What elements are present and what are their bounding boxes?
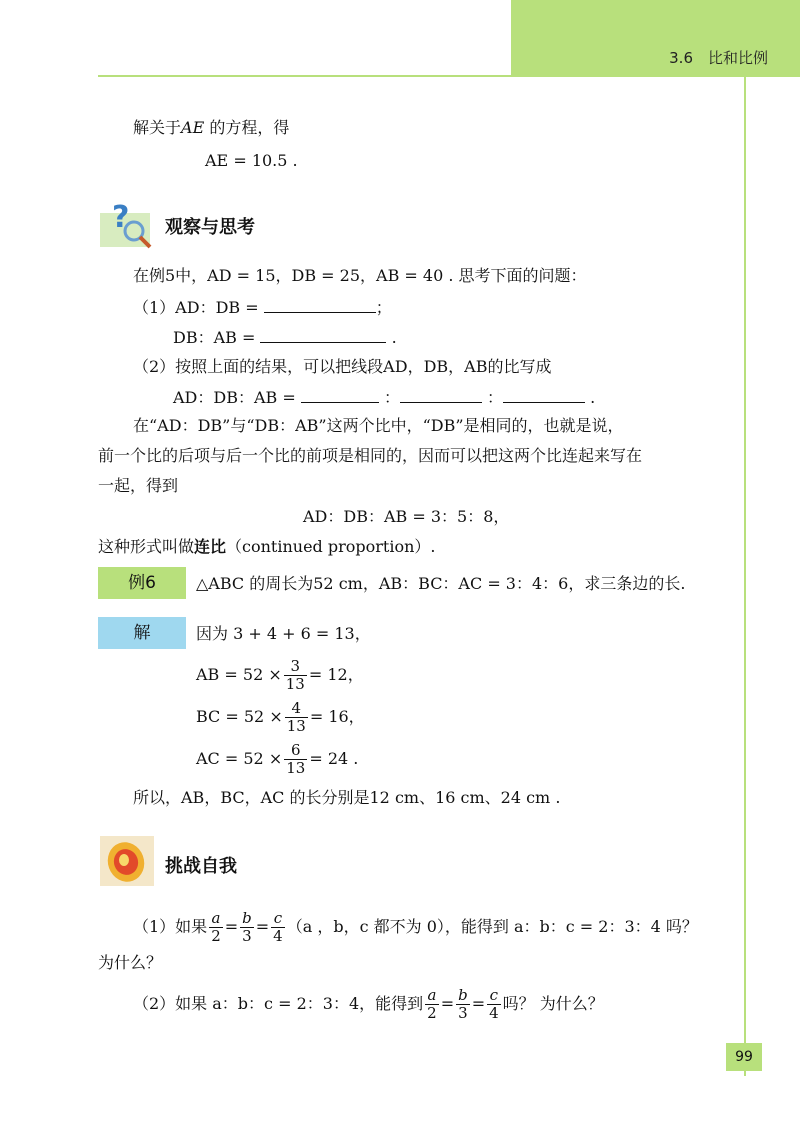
numerator: 6 xyxy=(284,742,307,760)
observe-q1b xyxy=(173,326,397,349)
ab-left: AB = 52 × xyxy=(196,665,282,684)
denominator: 3 xyxy=(458,1004,468,1022)
solution-ab xyxy=(196,655,364,695)
q2-text-b: 吗？ 为什么？ xyxy=(502,994,604,1013)
q1-text-a: （1）如果 xyxy=(133,917,208,936)
numerator: b xyxy=(458,986,468,1004)
observe-para3: 一起，得到 xyxy=(98,476,179,495)
ac-left: AC = 52 × xyxy=(196,749,283,768)
fraction xyxy=(271,910,285,945)
q2-sep2: ： xyxy=(481,388,504,407)
q1b-text: DB：AB = xyxy=(173,328,261,347)
observe-para2: 前一个比的后项与后一个比的前项是相同的，因而可以把这两个比连起来写在 xyxy=(98,446,643,465)
observe-q2: （2）按照上面的结果，可以把线段AD，DB，AB的比写成 xyxy=(133,357,552,376)
def-text-b: （continued proportion）. xyxy=(226,537,436,556)
ac-right: = 24 . xyxy=(309,749,359,768)
solution-line1: 因为 3 + 4 + 6 = 13， xyxy=(196,624,371,643)
equals: = xyxy=(255,917,270,936)
denominator: 13 xyxy=(285,675,305,693)
continued-ratio: AD：DB：AB = 3：5：8， xyxy=(303,507,510,526)
example-label: 例6 xyxy=(98,567,186,599)
denominator: 4 xyxy=(273,927,283,945)
observe-q1a xyxy=(133,296,392,319)
denominator: 3 xyxy=(242,927,252,945)
solution-ac xyxy=(196,739,358,779)
numerator: a xyxy=(425,987,439,1005)
challenge-q1-cont: 为什么？ xyxy=(98,953,163,972)
numerator: b xyxy=(242,909,252,927)
challenge-q1 xyxy=(133,907,698,947)
answer-blank[interactable] xyxy=(264,296,376,313)
solution-bc xyxy=(196,697,365,737)
fraction xyxy=(487,987,501,1022)
fraction xyxy=(284,658,307,693)
example-text: △ABC 的周长为52 cm，AB：BC：AC = 3：4：6，求三条边的长. xyxy=(196,574,686,593)
q1a-end: ； xyxy=(375,298,392,317)
fraction xyxy=(285,700,308,735)
chapter-header-box xyxy=(511,0,800,76)
intro-result: AE = 10.5 . xyxy=(205,151,298,170)
fraction xyxy=(425,987,439,1022)
bc-right: = 16， xyxy=(309,707,365,726)
fraction xyxy=(284,742,307,777)
numerator: 3 xyxy=(284,658,307,676)
q1b-end: . xyxy=(386,328,397,347)
numerator: c xyxy=(487,987,501,1005)
ab-right: = 12， xyxy=(308,665,364,684)
svg-text:?: ? xyxy=(112,200,130,235)
observe-q2-eq xyxy=(173,386,595,409)
equals: = xyxy=(440,994,455,1013)
equals: = xyxy=(224,917,239,936)
header-rule xyxy=(98,75,800,77)
intro-var: AE xyxy=(181,118,205,137)
intro-line xyxy=(133,117,289,139)
def-keyword: 连比 xyxy=(194,537,227,556)
denominator: 13 xyxy=(286,717,306,735)
q2-sep1: ： xyxy=(378,388,400,407)
equals: = xyxy=(471,994,486,1013)
observe-heading: 观察与思考 xyxy=(165,217,255,238)
numerator: a xyxy=(209,910,223,928)
challenge-heading: 挑战自我 xyxy=(165,856,237,877)
side-rule xyxy=(744,76,746,1076)
denominator: 13 xyxy=(286,759,306,777)
def-text-a: 这种形式叫做 xyxy=(98,537,195,556)
intro-text-b: 的方程，得 xyxy=(204,118,290,137)
fraction xyxy=(456,987,470,1022)
fraction xyxy=(240,910,254,945)
observe-line1: 在例5中，AD = 15，DB = 25，AB = 40 . 思考下面的问题： xyxy=(133,266,587,285)
q2-eq-text: AD：DB：AB = xyxy=(173,388,301,407)
chapter-title: 3.6 比和比例 xyxy=(669,49,768,67)
challenge-icon xyxy=(98,832,156,892)
answer-blank[interactable] xyxy=(503,386,585,403)
bc-left: BC = 52 × xyxy=(196,707,283,726)
answer-blank[interactable] xyxy=(301,386,379,403)
denominator: 4 xyxy=(489,1004,499,1022)
q2-end: . xyxy=(585,388,596,407)
q1a-text: （1）AD：DB = xyxy=(133,298,264,317)
fraction xyxy=(209,910,223,945)
answer-blank[interactable] xyxy=(400,386,482,403)
numerator: c xyxy=(271,910,285,928)
solution-conclusion: 所以，AB，BC，AC 的长分别是12 cm、16 cm、24 cm . xyxy=(133,788,561,807)
intro-text-a: 解关于 xyxy=(133,118,182,137)
page-number: 99 xyxy=(726,1043,762,1071)
q2-text-a: （2）如果 a：b：c = 2：3：4，能得到 xyxy=(133,994,424,1013)
denominator: 2 xyxy=(211,927,221,945)
observe-icon xyxy=(98,193,158,255)
numerator: 4 xyxy=(285,700,308,718)
solution-label: 解 xyxy=(98,617,186,649)
observe-para1: 在“AD：DB”与“DB：AB”这两个比中，“DB”是相同的，也就是说， xyxy=(133,416,624,435)
answer-blank[interactable] xyxy=(260,326,386,343)
denominator: 2 xyxy=(427,1004,437,1022)
challenge-q2 xyxy=(133,984,604,1024)
definition-line xyxy=(98,536,436,558)
q1-text-b: （a ，b，c 都不为 0），能得到 a：b：c = 2：3：4 吗？ xyxy=(286,917,698,936)
